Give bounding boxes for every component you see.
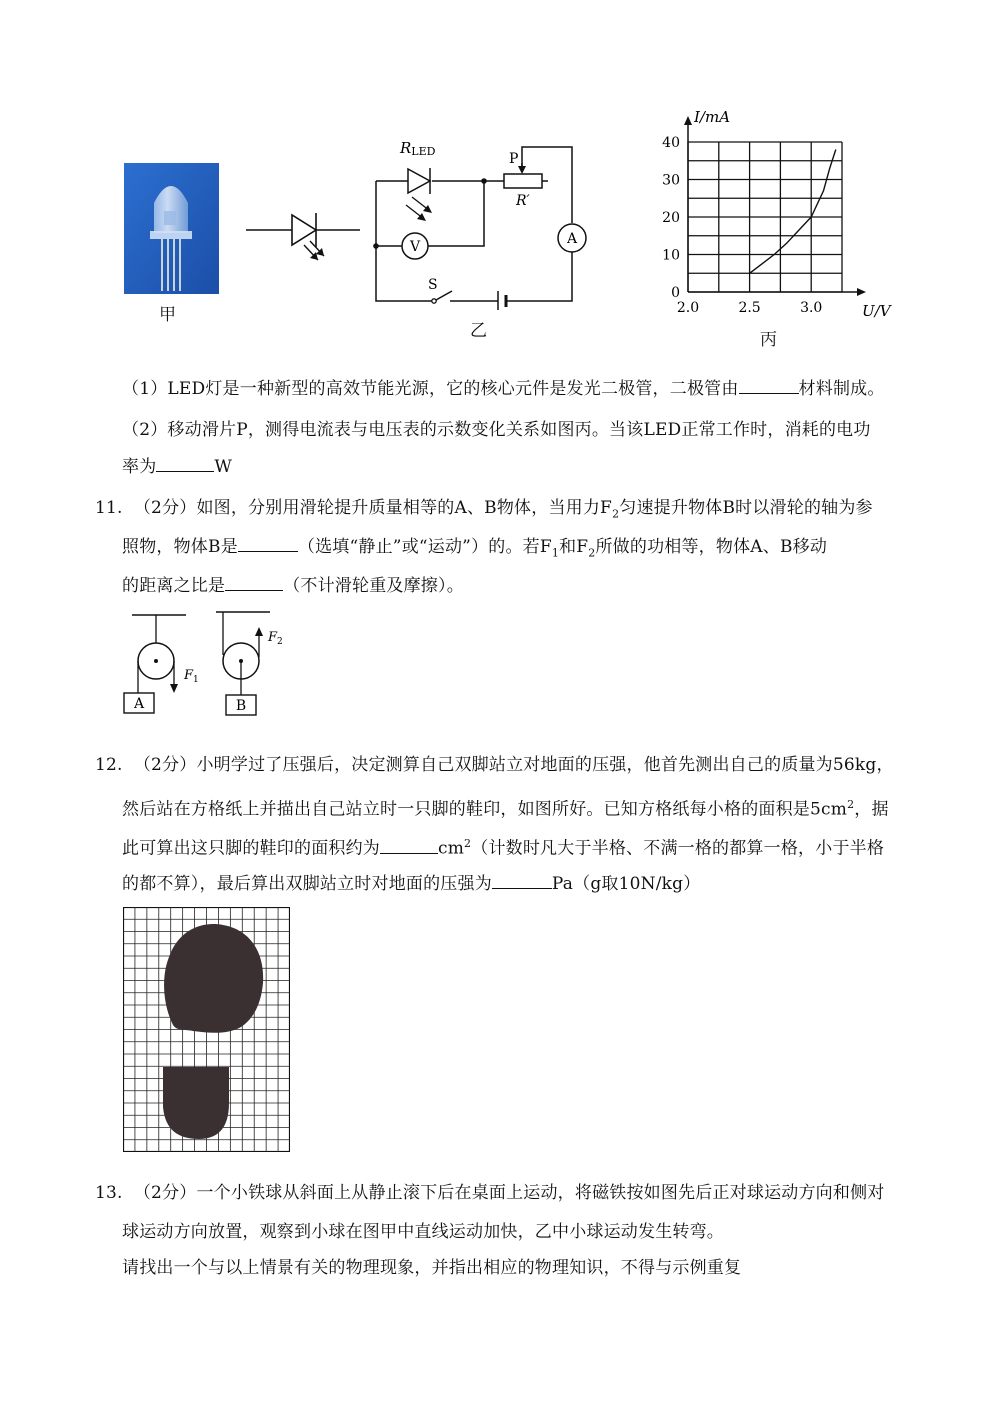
x-tick-label: 3.0 <box>800 300 823 316</box>
rheostat-label: R′ <box>516 193 530 209</box>
x-axis-arrow <box>857 288 866 296</box>
shoe-heel <box>163 1067 229 1139</box>
y-tick-label: 40 <box>662 135 680 151</box>
x-tick-label: 2.0 <box>676 300 700 316</box>
figure-label-jia: 甲 <box>159 305 176 325</box>
q13-line2: 球运动方向放置，观察到小球在图甲中直线运动加快，乙中小球运动发生转弯。 <box>122 1222 724 1242</box>
switch-label: S <box>428 277 438 293</box>
y-tick-label: 20 <box>662 210 680 226</box>
q10-part2-line2: 率为 W <box>122 457 233 477</box>
answer-blank-power[interactable] <box>156 457 214 472</box>
iu-chart <box>650 100 900 330</box>
answer-blank-area[interactable] <box>380 839 438 854</box>
f1-label: $F_1$ <box>184 668 199 685</box>
led-photo <box>124 163 219 294</box>
q13-line1: 13. （2分）一个小铁球从斜面上从静止滚下后在桌面上运动，将磁铁按如图先后正对球运动方向和侧对 <box>95 1183 885 1203</box>
x-tick-label: 2.5 <box>738 300 761 316</box>
y-axis-label: I/mA <box>694 108 731 126</box>
chart-axes <box>684 116 866 296</box>
q10-part2-line1: （2）移动滑片P，测得电流表与电压表的示数变化关系如图丙。当该LED正常工作时，消耗的电功 <box>122 420 871 440</box>
answer-blank-material[interactable] <box>739 379 799 394</box>
chart-grid <box>688 142 842 292</box>
q12-line2: 然后站在方格纸上并描出自己站立时一只脚的鞋印，如图所好。已知方格纸每小格的面积是$5cm^2$，据 <box>122 798 889 820</box>
f2-label: $F_2$ <box>268 630 283 647</box>
chart-ticks <box>662 135 822 316</box>
y-tick-label: 0 <box>671 285 680 301</box>
slider-label: P <box>509 151 519 167</box>
r-led-label: RLED <box>400 139 436 158</box>
answer-blank-ratio[interactable] <box>225 576 283 591</box>
q11-line3: 的距离之比是 （不计滑轮重及摩擦）。 <box>122 576 464 596</box>
y-axis-arrow <box>684 116 692 125</box>
q11-line2: 照物，物体B是 （选填“静止”或“运动”）的。若$F_1$和$F_2$所做的功相等，物体A、B移动 <box>122 537 828 560</box>
q11-line1: 11. （2分）如图，分别用滑轮提升质量相等的A、B物体，当用力$F_2$匀速提升物体B时以滑轮的轴为参 <box>95 498 873 521</box>
voltmeter-label: V <box>409 239 421 255</box>
ammeter-label: A <box>566 231 578 247</box>
pulley-figure <box>118 605 298 720</box>
q12-line1: 12. （2分）小明学过了压强后，决定测算自己双脚站立对地面的压强，他首先测出自己的质量为56kg， <box>95 755 894 775</box>
answer-blank-pressure[interactable] <box>492 874 552 889</box>
shoe-print-grid <box>123 907 290 1152</box>
q13-line3: 请找出一个与以上情景有关的物理现象，并指出相应的物理知识，不得与示例重复 <box>122 1258 742 1278</box>
y-tick-label: 10 <box>662 247 680 264</box>
q12-line3: 此可算出这只脚的鞋印的面积约为 $cm^2$（计数时凡大于半格、不满一格的都算一格，小于半格 <box>122 837 885 859</box>
q10-part1: （1）LED灯是一种新型的高效节能光源，它的核心元件是发光二极管，二极管由 材料制成。 <box>122 379 885 399</box>
block-a-label: A <box>133 696 145 712</box>
led-symbol <box>244 205 364 275</box>
q12-line4: 的都不算），最后算出双脚站立时对地面的压强为 Pa（g取10N/kg） <box>122 874 701 894</box>
answer-blank-motion[interactable] <box>238 537 298 552</box>
shoe-sole <box>164 924 263 1033</box>
figure-label-yi: 乙 <box>470 321 487 341</box>
block-b-label: B <box>235 698 247 714</box>
y-tick-label: 30 <box>662 172 680 189</box>
circuit-diagram <box>370 135 590 310</box>
x-axis-label: U/V <box>862 302 891 320</box>
figure-label-bing: 丙 <box>760 330 777 350</box>
